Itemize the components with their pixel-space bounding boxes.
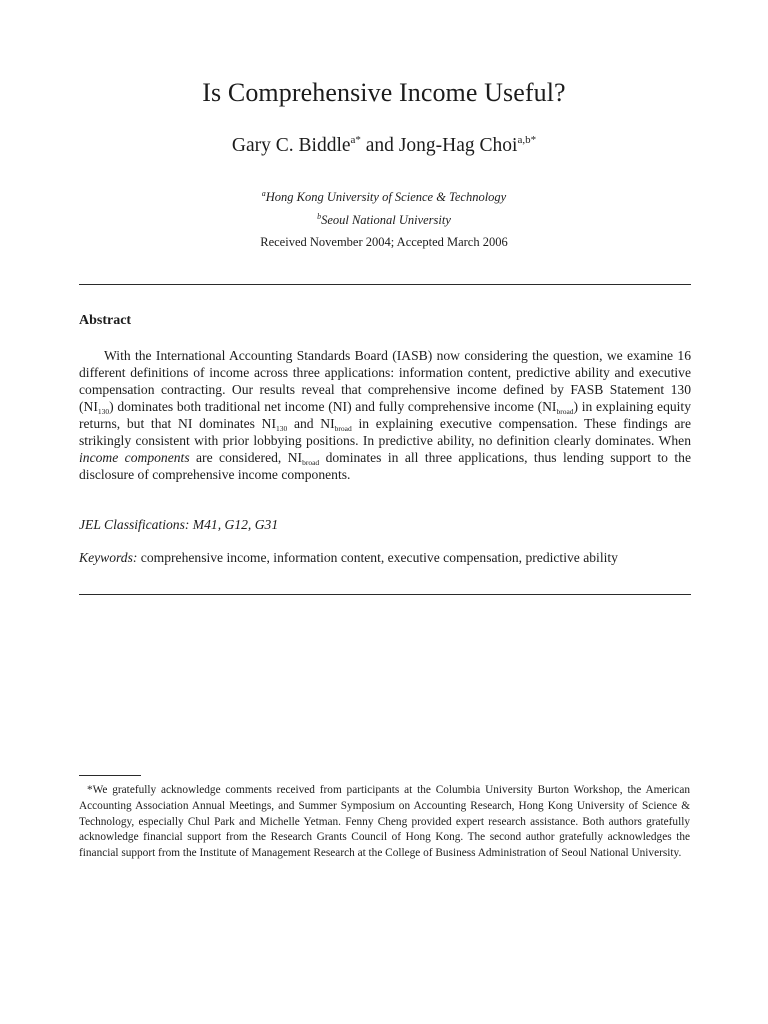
subscript: 130 (276, 424, 288, 433)
keywords-label: Keywords: (79, 550, 138, 565)
footnote-rule (79, 775, 141, 776)
abstract-segment: and NI (287, 416, 335, 431)
subscript: broad (556, 407, 574, 416)
section-divider (79, 594, 691, 595)
subscript: 130 (97, 407, 110, 416)
abstract-text (79, 347, 691, 483)
affiliation-b (0, 213, 768, 228)
affiliation-text: Seoul National University (321, 213, 451, 227)
abstract-segment: With the International Accounting Standards Board (IASB) now considering the question, we examine 16 different definitions of income across three applications: information content, predictive ability and executive compensation contracting. Our results reveal that comprehensive income defined by FASB Statement 130 (NI (79, 348, 691, 414)
author-name: Gary C. Biddle (231, 135, 351, 156)
affiliation-a (0, 190, 768, 205)
abstract-segment: ) dominates both traditional net income (NI) and fully comprehensive income (NI (109, 399, 557, 414)
jel-classifications: JEL Classifications: M41, G12, G31 (79, 517, 279, 532)
affiliation-text: Hong Kong University of Science & Technology (265, 190, 507, 204)
section-divider (79, 284, 691, 285)
author-affiliation-mark: a* (350, 134, 361, 146)
author-affiliation-mark: a,b* (517, 134, 537, 146)
abstract-segment: are considered, NI (189, 450, 303, 465)
abstract-segment: in explaining executive compensation. These findings are strikingly consistent with prior lobbying positions. In predictive ability, no definition clearly dominates. When (79, 416, 691, 448)
subscript: broad (302, 458, 320, 467)
author-joiner: and (360, 135, 399, 156)
author-line (0, 135, 768, 157)
author-name: Jong-Hag Choi (398, 135, 518, 156)
abstract-heading: Abstract (79, 313, 132, 328)
paper-title: Is Comprehensive Income Useful? (202, 78, 566, 107)
acknowledgement-footnote: *We gratefully acknowledge comments received from participants at the Columbia University Burton Workshop, the American Accounting Association Annual Meetings, and Summer Symposium on Accounting Research, Hong Kong University of Science & Technology, especially Chul Park and Michelle Yetman. Fenny Cheng provided expert research assistance. Both authors gratefully acknowledge financial support from the Research Grants Council of Hong Kong. The second author gratefully acknowledges the financial support from the Institute of Management Research at the College of Business Administration of Seoul National University. (79, 784, 690, 860)
keywords (79, 550, 691, 566)
abstract-segment: dominates in all three applications, thus lending support to the disclosure of comprehensive income components. (79, 450, 691, 482)
abstract-segment: ) in explaining equity returns, but that NI dominates NI (79, 399, 692, 431)
affiliation-mark: b (317, 212, 322, 221)
subscript: broad (334, 424, 352, 433)
emphasis-text: income components (79, 450, 190, 465)
affiliation-mark: a (261, 189, 266, 198)
received-dates: Received November 2004; Accepted March 2006 (260, 235, 508, 249)
keywords-text: comprehensive income, information content, executive compensation, predictive ability (137, 550, 618, 565)
